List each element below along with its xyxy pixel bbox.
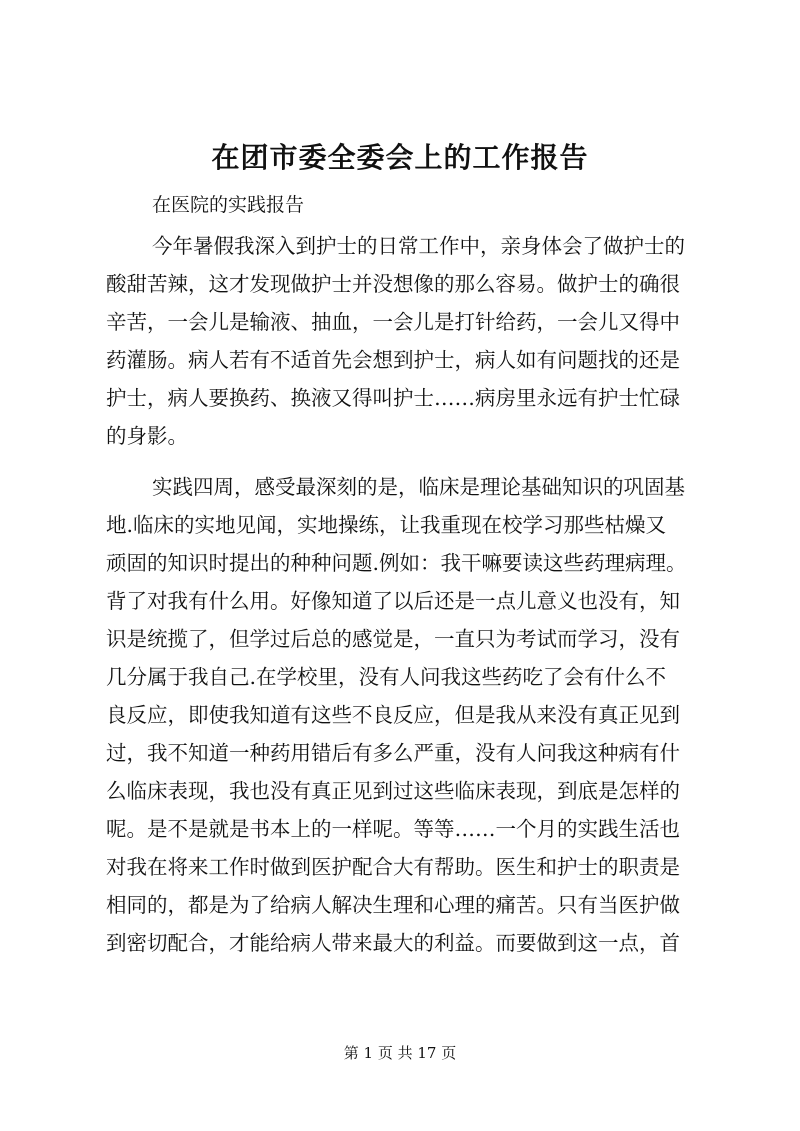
paragraph-line: 良反应，即使我知道有这些不良反应，但是我从来没有真正见到 <box>106 703 680 727</box>
paragraph-line: 酸甜苦辣，这才发现做护士并没想像的那么容易。做护士的确很 <box>106 272 680 296</box>
paragraph-line: 辛苦，一会儿是输液、抽血，一会儿是打针给药，一会儿又得中 <box>106 310 680 334</box>
paragraph-line: 几分属于我自己.在学校里，没有人问我这些药吃了会有什么不 <box>106 665 667 689</box>
paragraph-line: 的身影。 <box>106 424 188 448</box>
paragraph-line: 今年暑假我深入到护士的日常工作中，亲身体会了做护士的 <box>152 234 685 258</box>
paragraph-line: 过，我不知道一种药用错后有多么严重，没有人问我这种病有什 <box>106 741 680 765</box>
paragraph-line: 实践四周，感受最深刻的是，临床是理论基础知识的巩固基 <box>152 475 685 499</box>
paragraph-line: 对我在将来工作时做到医护配合大有帮助。医生和护士的职责是 <box>106 855 680 879</box>
document-title: 在团市委全委会上的工作报告 <box>211 141 589 174</box>
paragraph-line: 地.临床的实地见闻，实地操练，让我重现在校学习那些枯燥又 <box>106 513 667 537</box>
paragraph-line: 呢。是不是就是书本上的一样呢。等等……一个月的实践生活也 <box>106 817 680 841</box>
paragraph-line: 相同的，都是为了给病人解决生理和心理的痛苦。只有当医护做 <box>106 893 680 917</box>
paragraph-line: 顽固的知识时提出的种种问题.例如：我干嘛要读这些药理病理。 <box>106 551 687 575</box>
paragraph-line: 背了对我有什么用。好像知道了以后还是一点儿意义也没有，知 <box>106 589 680 613</box>
paragraph-line: 么临床表现，我也没有真正见到过这些临床表现，到底是怎样的 <box>106 779 680 803</box>
paragraph-line: 识是统揽了，但学过后总的感觉是，一直只为考试而学习，没有 <box>106 627 680 651</box>
page-number-footer: 第 1 页 共 17 页 <box>343 1044 457 1062</box>
paragraph-line: 到密切配合，才能给病人带来最大的利益。而要做到这一点，首 <box>106 931 680 955</box>
paragraph-line: 护士，病人要换药、换液又得叫护士……病房里永远有护士忙碌 <box>106 386 680 410</box>
document-subtitle: 在医院的实践报告 <box>152 194 305 216</box>
paragraph-line: 药灌肠。病人若有不适首先会想到护士，病人如有问题找的还是 <box>106 348 680 372</box>
